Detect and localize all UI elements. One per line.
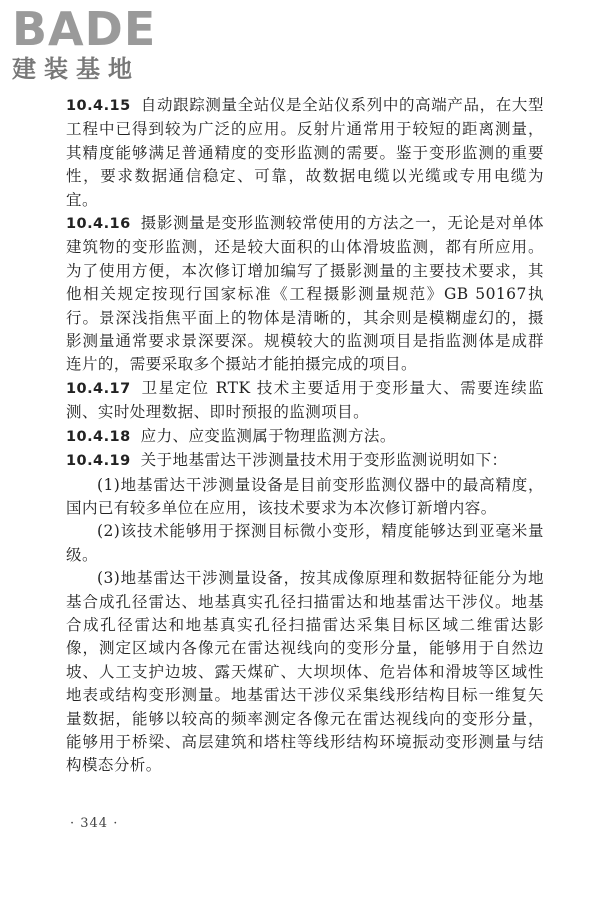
- bade-logo: [12, 4, 182, 86]
- clause-text: 摄影测量是变形监测较常使用的方法之一，无论是对单体建筑物的变形监测，还是较大面积的山体滑坡监测，都有所应用。为了使用方便，本次修订增加编写了摄影测量的主要技术要求，其他相关规定按现行国家标准《工程摄影测量规范》GB 50167执行。景深浅指焦平面上的物体是清晰的，其余则是模糊虚幻的，摄影测量通常要求景深要深。规模较大的监测项目是指监测体是成群连片的，需要采取多个摄站才能拍摄完成的项目。: [66, 214, 544, 374]
- clause-10-4-19: [66, 449, 544, 473]
- clause-number: 10.4.17: [66, 380, 131, 397]
- list-item-3: (3)地基雷达干涉测量设备，按其成像原理和数据特征能分为地基合成孔径雷达、地基真实孔径扫描雷达和地基雷达干涉仪。地基合成孔径雷达和地基真实孔径扫描雷达采集目标区域二维雷达影像，测定区域内各像元在雷达视线向的变形分量，能够用于自然边坡、人工支护边坡、露天煤矿、大坝坝体、危岩体和滑坡等区域性地表或结构变形测量。地基雷达干涉仪采集线形结构目标一维复矢量数据，能够以较高的频率测定各像元在雷达视线向的变形分量，能够用于桥梁、高层建筑和塔柱等线形结构环境振动变形测量与结构模态分析。: [66, 569, 544, 775]
- clause-text: 卫星定位 RTK 技术主要适用于变形量大、需要连续监测、实时处理数据、即时预报的监测项目。: [66, 378, 544, 422]
- list-item-2: (2)该技术能够用于探测目标微小变形，精度能够达到亚毫米量级。: [66, 522, 544, 564]
- clause-text: 自动跟踪测量全站仪是全站仪系列中的高端产品，在大型工程中已得到较为广泛的应用。反射片通常用于较短的距离测量，其精度能够满足普通精度的变形监测的需要。鉴于变形监测的重要性，要求数据通信稳定、可靠，故数据电缆以光缆或专用电缆为宜。: [66, 96, 544, 209]
- clause-text: 应力、应变监测属于物理监测方法。: [140, 426, 396, 445]
- clause-number: 10.4.16: [66, 216, 131, 233]
- logo-subtitle: 建装基地: [12, 55, 140, 83]
- clause-10-4-15: [66, 94, 544, 212]
- clause-number: 10.4.18: [66, 428, 131, 445]
- clause-10-4-18: [66, 425, 544, 449]
- clause-text: 关于地基雷达干涉测量技术用于变形监测说明如下：: [140, 451, 508, 470]
- clause-10-4-17: [66, 377, 544, 425]
- clause-10-4-16: [66, 212, 544, 377]
- document-body: [66, 94, 544, 778]
- page-number: · 344 ·: [70, 816, 119, 831]
- logo-wordmark: BADE: [12, 2, 157, 56]
- clause-number: 10.4.15: [66, 98, 131, 114]
- clause-number: 10.4.19: [66, 453, 131, 470]
- list-item-1: (1)地基雷达干涉测量设备是目前变形监测仪器中的最高精度，国内已有较多单位在应用，该技术要求为本次修订新增内容。: [66, 475, 544, 517]
